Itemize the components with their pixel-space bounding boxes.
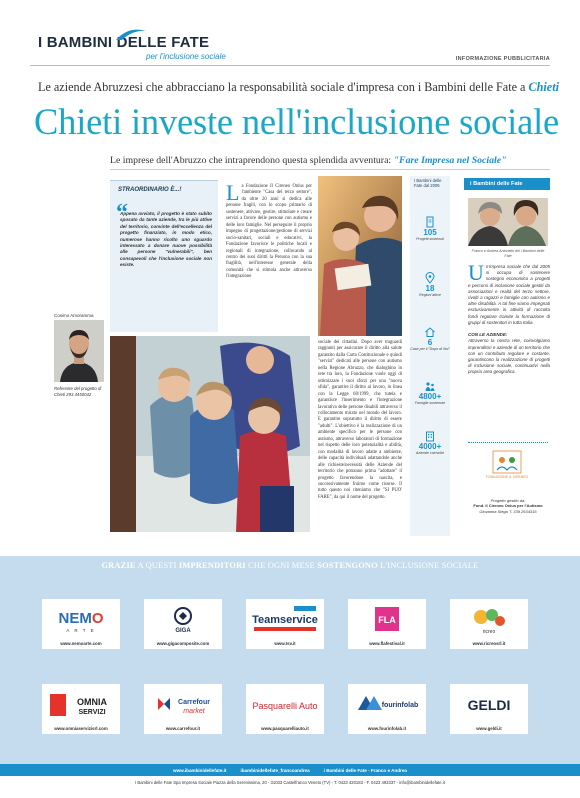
subhead-text: Le imprese dell'Abruzzo che intraprendono questa splendida avventura: — [110, 155, 394, 166]
sidebar-title: i Bambini delle Fate — [464, 178, 550, 190]
reading-photo — [318, 176, 402, 336]
social-bar — [0, 764, 580, 776]
brand-right: DELLE FATE — [116, 34, 210, 51]
building-icon — [424, 430, 436, 442]
fondazione-logo-text: FONDAZIONE IL CIRENEO — [485, 475, 529, 479]
founders-caption: Franco e Andrea Antonello dei i Bambini delle Fate — [471, 249, 545, 258]
sponsor-url[interactable]: www.gigacomposite.com — [156, 641, 210, 646]
band-title-part: SOSTENGONO — [317, 561, 378, 570]
sponsor-logo — [454, 688, 524, 722]
ricreo-logo — [454, 603, 524, 637]
nemo-logo — [46, 603, 116, 637]
sponsor-card-teamservice[interactable] — [246, 599, 324, 649]
stat-label: Famiglie sostenute — [414, 401, 446, 405]
sponsor-card-fourinfolab[interactable] — [348, 684, 426, 734]
brand-left: I BAMBINI — [38, 34, 113, 51]
band-title-part: IMPRENDITORI — [178, 561, 246, 570]
brand-tagline: per l'inclusione sociale — [146, 52, 226, 61]
band-title-part: L'INCLUSIONE SOCIALE — [377, 561, 479, 570]
person-name: Cosimo Amoramma — [54, 313, 94, 318]
house-icon — [424, 326, 436, 338]
founders-illustration — [468, 198, 548, 246]
family-icon — [424, 380, 436, 392]
stats-column — [410, 176, 450, 536]
svg-text:Carrefour: Carrefour — [178, 699, 210, 706]
stat-label: Case per il "Dopo di Noi" — [410, 347, 450, 351]
sponsor-logo — [148, 688, 218, 722]
stat-number: 6 — [427, 338, 433, 347]
sponsor-logo — [148, 603, 218, 637]
footer-address: I Bambini delle Fate Spa Impresa Sociale Piazza della Serenissima, 20 - 31033 Castelfranco Veneto (TV) - T. 0423 420183 - F. 0423 493337 - info@ibambinidellefate.it — [135, 780, 445, 785]
kids-photo — [110, 336, 310, 532]
svg-text:NEMO: NEMO — [58, 610, 104, 627]
svg-text:market: market — [183, 708, 205, 715]
svg-text:SERVIZI: SERVIZI — [78, 709, 106, 716]
article-column-2: sociale dei cittadini. Dopo aver traguardi raggiunti per assicurare il diritto alla salute garantito dalla Carta Costituzionale e quindi "servizi" dedicati alle persone con autismo nella Regione Abruzzo, che dialoghino in rete tra loro, la Fondazione vuole oggi di ottimizzare i suoi sforzi per una "nuova sfida", garantire il diritto al lavoro, in linea con la Legge 68/1999, che tutela e garantisce l'inserimento e l'integrazione lavorativa delle persone disabili attraverso il collocamento mirato nel mondo del lavoro. E garantire sopratutto il diritto di essere "adulti". L'obiettivo è la realizzazione di un ambiente specifico per le persone con autismo, attraverso laboratori di formazione nel rispetto delle loro potenzialità e abilità, con modalità di lavoro adatte a ambiente, delle capacità individuali adattandole anche alle richieste/necessità delle Aziende del territorio che potranno prima "adottare" il progetto favorendone la nascita, e successivamente fruirne come risorse. Il tutto questo noi riteniamo che "SI PUO' FARE", da qui il nome del progetto. — [318, 340, 402, 500]
sponsor-card-carrefour[interactable] — [144, 684, 222, 734]
facebook-link[interactable]: i Bambini delle Fate - Franco e Andrea — [323, 767, 407, 773]
article-text-1: a Fondazione Il Cireneo Onlus per l'ambiente "Casa del terzo settore", da oltre 20 anni si dedica alle persone fragili, con lo scopo primario di sostenere, attivare, gestire, stimolare e creare servizi a favore delle persone con autismo e delle loro famiglie. Nel perseguire il proprio impegno di progettazione/gestione di servizi socio-sanitari, sociali e educativi, la Fondazione favorisce le politiche locali e regionali di integrazione, collocando al centro dei suoi diritti la Persona con la sua fragilità, nell'interesse generale della comunità che si stimola anche attraverso l'integrazione — [226, 184, 312, 280]
sidebar-text-2: Attraverso la nostra rete, coinvolgiamo imprenditori e aziende di un territorio che con un contributo regolare e costante, garantiscono la realizzazione di progetti di inclusione sociale, continuativi nella propria area geografica. — [468, 338, 550, 375]
sidebar-text-1: n'impresa sociale che dal 2005 si occupa di sostenere sostegno economico a progetti e percorsi di inclusione sociale gestiti da associazioni e realtà del terzo settore, rivolti a ragazzi e famiglie con autismo e altre disabilità. A tal fine siamo impegnati esclusivamente in attività di raccolta fondi regolare tramite la formazione di gruppi di sostenitori in tutta Italia. — [468, 264, 550, 325]
sponsor-url[interactable]: www.omniaservizisrl.com — [54, 726, 108, 731]
sponsor-url[interactable]: www.nemoarte.com — [60, 641, 102, 646]
quote-box — [110, 180, 218, 332]
stat-regions — [410, 272, 450, 298]
sponsor-url[interactable]: www.fourinfolab.it — [367, 726, 407, 731]
sidebar — [464, 176, 550, 548]
carrefour-logo — [148, 688, 218, 722]
map-pin-icon — [424, 272, 436, 284]
sponsor-url[interactable]: www.geldi.it — [476, 726, 502, 731]
kids-illustration — [110, 336, 310, 532]
sponsor-logo — [352, 688, 422, 722]
sponsor-card-ricreo[interactable] — [450, 599, 528, 649]
sponsor-logo — [250, 688, 320, 722]
sidebar-dropcap: U — [468, 260, 484, 285]
giga-logo — [148, 603, 218, 637]
stats-head: I Bambini delle Fate dal 2005 — [414, 178, 442, 189]
page-title: Chieti investe nell'inclusione sociale — [34, 101, 560, 142]
sponsor-logo — [352, 603, 422, 637]
kicker — [38, 80, 559, 95]
document-icon — [424, 216, 436, 228]
person-photo — [54, 320, 104, 382]
sponsor-card-giga[interactable] — [144, 599, 222, 649]
person-caption: Referente del progetto di Chieti 393 4450042 — [54, 386, 102, 397]
stat-families — [410, 380, 450, 406]
band-title-part: CHE OGNI MESE — [245, 561, 318, 570]
dropcap: L — [226, 180, 240, 205]
stat-label: Regioni attive — [419, 293, 441, 297]
fourinfolab-logo — [352, 688, 422, 722]
sponsor-logo — [454, 603, 524, 637]
info-label: INFORMAZIONE PUBBLICITARIA — [455, 56, 550, 62]
subhead — [110, 155, 550, 166]
sponsor-url[interactable]: www.pasquarelliauto.it — [261, 726, 309, 731]
stat-companies — [410, 430, 450, 456]
fla-logo — [352, 603, 422, 637]
stat-projects — [410, 216, 450, 242]
sponsor-url[interactable]: www.ricreosrl.it — [472, 641, 506, 646]
sponsor-logo — [250, 603, 320, 637]
band-title-part: A QUESTI — [135, 561, 179, 570]
stat-label: Aziende coinvolte — [415, 451, 445, 455]
sidebar-subtitle: CON LE AZIENDE: — [468, 332, 508, 338]
svg-text:A R T E: A R T E — [66, 628, 96, 633]
website-link[interactable]: www.ibambinidellefate.it — [173, 767, 227, 773]
header-divider — [30, 65, 550, 66]
svg-text:OMNIA: OMNIA — [77, 697, 107, 707]
sponsor-logo — [46, 603, 116, 637]
subhead-divider — [110, 169, 550, 170]
stat-number: 4000+ — [418, 442, 442, 451]
sponsor-card-nemo[interactable] — [42, 599, 120, 649]
sponsor-card-fla[interactable] — [348, 599, 426, 649]
sponsor-logo — [46, 688, 116, 722]
svg-text:GIGA: GIGA — [175, 628, 191, 634]
geldi-logo — [454, 688, 524, 722]
stat-number: 4800+ — [418, 392, 442, 401]
wing-icon — [114, 28, 148, 42]
quote-text: Appena avviato, il progetto è stato subito sposato da tante aziende, tra le più attive del territorio, convinte dell'eccellenza del progetto finanziato, in modo etico, numerose hanno ricolto uno sguardo interessato a donare nuove possibilità alle persone "vulnerabili", ben consapevoli che l'inclusione sociale non esiste. — [120, 211, 212, 268]
svg-text:FLA: FLA — [378, 615, 396, 625]
reading-illustration — [318, 176, 402, 336]
omnia-logo — [46, 688, 116, 722]
sponsor-url[interactable]: www.flafestival.it — [369, 641, 405, 646]
svg-text:ricreo: ricreo — [482, 629, 496, 635]
subhead-emphasis: "Fare Impresa nel Sociale" — [393, 155, 507, 166]
credit-org: Fond. Il Cireneo Onlus per l'Autismo — [473, 503, 543, 509]
article-column-1 — [226, 180, 312, 281]
sponsor-url[interactable]: www.carrefour.it — [165, 726, 201, 731]
stat-label: Progetti sostenuti — [416, 237, 444, 241]
teamservice-logo — [250, 603, 320, 637]
sidebar-text — [468, 260, 550, 376]
svg-text:Pasquarelli Auto: Pasquarelli Auto — [252, 701, 318, 711]
svg-text:fourinfolab: fourinfolab — [381, 702, 419, 709]
kicker-text: Le aziende Abruzzesi che abbracciano la responsabilità sociale d'impresa con i Bambini delle Fate a — [38, 80, 529, 94]
sidebar-divider — [468, 442, 548, 443]
sponsor-url[interactable]: www.tsv.it — [274, 641, 296, 646]
sponsor-card-omnia[interactable] — [42, 684, 120, 734]
pasquarelli-logo — [250, 688, 320, 722]
person-portrait-illustration — [54, 320, 104, 382]
svg-text:Teamservice: Teamservice — [252, 614, 318, 626]
fondazione-logo — [485, 450, 529, 480]
stat-number: 105 — [423, 228, 437, 237]
stat-houses — [410, 326, 450, 352]
kicker-city: Chieti — [528, 80, 559, 94]
stat-number: 18 — [425, 284, 435, 293]
founders-photo — [468, 198, 548, 246]
sponsor-card-pasquarelli[interactable] — [246, 684, 324, 734]
quote-title: STRAORDINARIO È...! — [118, 187, 182, 193]
credit-contact: Giovanna Siega T. 339 2634316 — [479, 508, 537, 514]
sidebar-credit — [468, 498, 548, 514]
svg-text:GELDI: GELDI — [467, 697, 511, 713]
band-title-part: GRAZIE — [101, 561, 136, 570]
quote-icon: “ — [116, 200, 128, 226]
sponsor-card-geldi[interactable] — [450, 684, 528, 734]
instagram-link[interactable]: ibambinidellefate_francoandrea — [240, 767, 310, 773]
sponsor-band-title — [0, 561, 580, 570]
credit-intro: Progetto gestito da: — [490, 498, 526, 503]
brand-logo — [38, 30, 238, 64]
